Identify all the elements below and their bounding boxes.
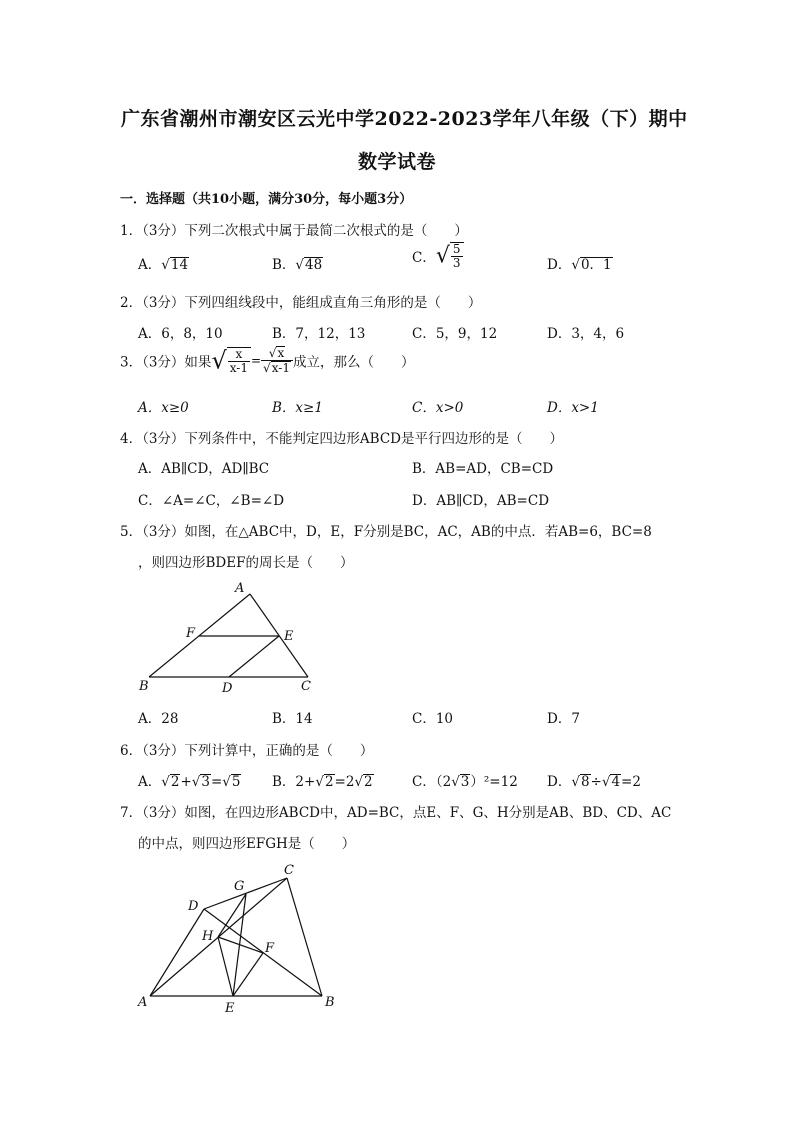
vertex-label-h: H (202, 929, 214, 944)
numerator: √x (261, 346, 293, 361)
question-2-option-a: A．6，8，10 (138, 326, 223, 342)
question-5-option-b: B．14 (272, 711, 313, 727)
numerator: x (228, 348, 250, 362)
question-4-option-b: B．AB=AD，CB=CD (412, 461, 554, 477)
expression-part: ）²=12 (470, 774, 518, 790)
question-2-option-c: C．5，9，12 (412, 326, 498, 342)
expression-part: 2+ (295, 774, 316, 790)
question-4-option-c: C．∠A=∠C，∠B=∠D (138, 493, 285, 509)
vertex-label-b: B (325, 995, 335, 1010)
question-5-stem-line1: 5．（3分）如图，在△ABC中，D，E，F分别是BC，AC，AB的中点．若AB=6，BC=8 (120, 524, 652, 540)
numerator: 5 (452, 242, 461, 256)
vertex-label-a: A (235, 581, 245, 596)
section-heading: 一．选择题（共10小题，满分30分，每小题3分） (120, 192, 413, 207)
question-1-option-b: B．√48 (272, 257, 323, 273)
question-3-suffix: 成立，那么（ ） (292, 354, 415, 371)
option-label: A． (138, 774, 162, 790)
radicand: 4 (611, 774, 621, 790)
expression-part: =2 (334, 774, 355, 790)
question-5-option-d: D．7 (547, 711, 580, 727)
radicand: 2 (364, 774, 373, 790)
denominator: x-1 (229, 360, 248, 375)
radicand: 48 (305, 257, 323, 273)
operator: ÷ (590, 774, 602, 790)
option-label: C． (412, 250, 436, 267)
vertex-label-e: E (284, 629, 294, 644)
question-3-option-b: B．x≥1 (272, 400, 323, 416)
radicand: 8 (580, 774, 590, 790)
question-1-option-a: A．√14 (138, 257, 189, 273)
question-6-option-d: D．√8÷√4=2 (547, 774, 641, 790)
option-label: D． (547, 257, 572, 273)
question-2-option-b: B．7，12，13 (272, 326, 366, 342)
question-5-stem-line2: ，则四边形BDEF的周长是（ ） (138, 555, 354, 571)
segment-da (150, 909, 204, 996)
segment-he (218, 937, 233, 996)
question-6-option-c: C．（2√3）²=12 (412, 774, 518, 790)
question-7-quadrilateral-figure (130, 858, 350, 1018)
operator: = (210, 774, 223, 790)
question-6-stem: 6．（3分）下列计算中，正确的是（ ） (120, 743, 374, 759)
question-5-option-c: C．10 (412, 711, 454, 727)
option-label: B． (272, 257, 296, 273)
vertex-label-e: E (225, 1001, 235, 1016)
question-3-option-a: A．x≥0 (138, 400, 189, 416)
radicand: 14 (170, 257, 189, 273)
vertex-label-f: F (265, 941, 275, 956)
segment-bc (287, 878, 322, 996)
question-3-option-d: D．x>1 (547, 400, 599, 416)
question-3-stem: 3．（3分）如果√ $\frac{x}{x-1}$ = $\frac{√x}{√x-1}$ 成立，那么（ ） (120, 346, 415, 376)
option-label: C． (412, 774, 436, 790)
vertex-label-b: B (139, 679, 149, 694)
question-3-option-c: C．x>0 (412, 400, 464, 416)
radicand: 5 (231, 774, 241, 790)
option-label: D． (547, 774, 572, 790)
equals-sign: = (250, 353, 262, 368)
vertex-label-d: D (222, 681, 233, 696)
vertex-label-c: C (284, 863, 294, 878)
page-title-line1: 广东省潮州市潮安区云光中学2022-2023学年八年级（下）期中 (121, 108, 688, 130)
radicand: 2 (324, 774, 334, 790)
option-label: A． (138, 257, 162, 273)
radicand: 3 (201, 774, 210, 790)
vertex-label-a: A (138, 995, 148, 1010)
question-7-stem-line1: 7．（3分）如图，在四边形ABCD中，AD=BC，点E、F、G、H分别是AB、BD、CD、AC (120, 805, 672, 821)
page-title-line2: 数学试卷 (358, 151, 437, 173)
question-4-option-a: A．AB∥CD，AD∥BC (138, 461, 270, 477)
question-6-option-b: B．2+√2=2√2 (272, 774, 373, 790)
question-7-stem-line2: 的中点，则四边形EFGH是（ ） (138, 836, 356, 852)
denominator: √x-1 (263, 361, 290, 376)
denominator: 3 (452, 256, 461, 271)
question-1-stem: 1．（3分）下列二次根式中属于最简二次根式的是（ ） (120, 223, 468, 239)
question-2-option-d: D．3，4，6 (547, 326, 625, 342)
radicand: 0．1 (580, 257, 612, 273)
question-1-option-d: D．√0．1 (547, 257, 612, 273)
operator: + (180, 774, 192, 790)
vertex-label-g: G (234, 879, 245, 894)
fraction-1 (227, 347, 251, 375)
fraction-2 (261, 346, 293, 375)
question-1-option-c: C．√ $\frac{5}{3}$ (412, 242, 464, 270)
question-2-stem: 2．（3分）下列四组线段中，能组成直角三角形的是（ ） (120, 295, 482, 311)
radicand: 3 (460, 774, 470, 790)
vertex-label-d: D (188, 899, 199, 914)
question-6-option-a: A．√2+√3=√5 (138, 774, 241, 790)
question-4-stem: 4．（3分）下列条件中，不能判定四边形ABCD是平行四边形的是（ ） (120, 431, 564, 447)
option-label: B． (272, 774, 296, 790)
segment-de (229, 636, 279, 677)
question-4-option-d: D．AB∥CD，AB=CD (412, 493, 550, 509)
vertex-label-f: F (186, 626, 196, 641)
radicand: 2 (170, 774, 180, 790)
expression-part: （2 (435, 774, 452, 790)
vertex-label-c: C (301, 679, 311, 694)
segment-cd (204, 878, 287, 909)
question-5-triangle-figure (130, 575, 330, 700)
expression-part: =2 (621, 774, 641, 790)
question-5-option-a: A．28 (138, 711, 179, 727)
question-3-prefix: 3．（3分）如果 (120, 354, 212, 371)
fraction (450, 242, 464, 270)
